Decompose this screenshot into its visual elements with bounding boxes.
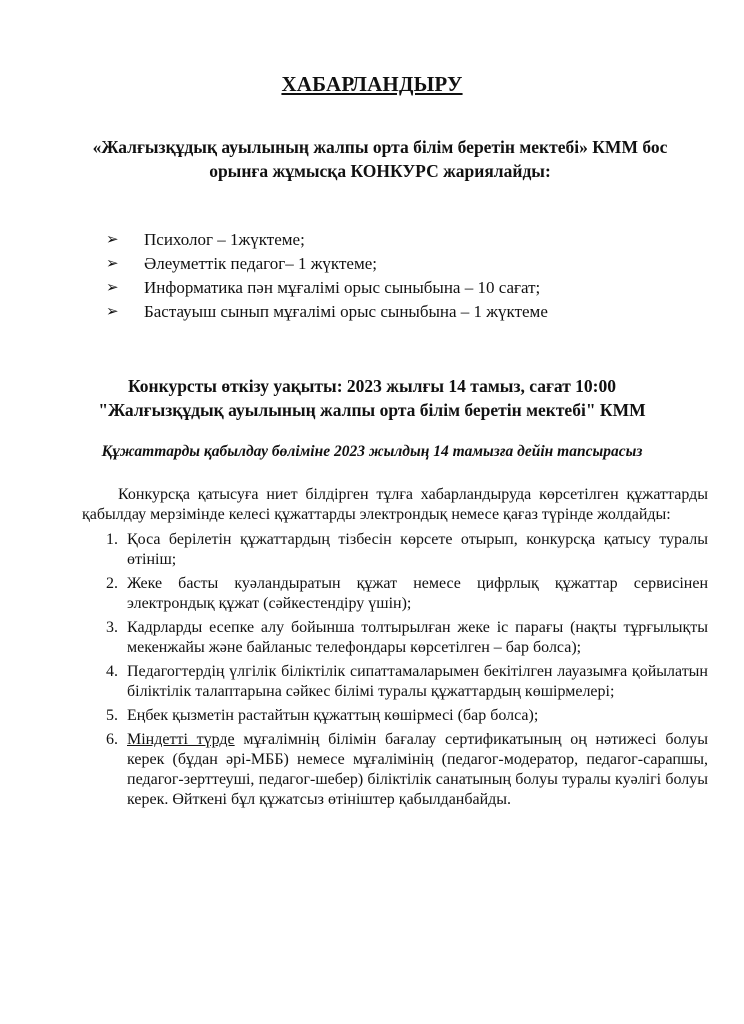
arrow-bullet-icon: ➢ xyxy=(106,280,119,296)
document-item xyxy=(82,662,708,702)
item-number: 3. xyxy=(106,619,118,636)
item-number: 6. xyxy=(106,731,118,748)
item-number: 5. xyxy=(106,707,118,724)
arrow-bullet-icon: ➢ xyxy=(106,304,119,320)
item-number: 4. xyxy=(106,663,118,680)
contest-school: "Жалғызқұдық ауылының жалпы орта білім беретін мектебі" КММ xyxy=(98,400,646,420)
document-item xyxy=(82,574,708,614)
document-text: Жеке басты куәландыратын құжат немесе цифрлық құжаттар сервисінен электрондық құжат (сәйкестендіру үшін); xyxy=(127,575,708,612)
vacancy-text: Информатика пән мұғалімі орыс сыныбына – 10 сағат; xyxy=(144,278,541,297)
document-text: Педагогтердің үлгілік біліктілік сипаттамаларымен бекітілген лауазымға қойылатын біліктілік талаптарына сәйкес білімі туралы құжаттардың көшірмелері; xyxy=(127,663,708,700)
vacancy-text: Психолог – 1жүктеме; xyxy=(144,230,305,249)
arrow-bullet-icon: ➢ xyxy=(106,232,119,248)
item-number: 1. xyxy=(106,531,118,548)
intro-text: Конкурсқа қатысуға ниет білдірген тұлға хабарландыруда көрсетілген құжаттарды қабылдау мерзімінде келесі құжаттарды электрондық немесе қағаз түрінде жолдайды: xyxy=(82,486,708,523)
document-text: Еңбек қызметін растайтын құжаттың көшірмесі (бар болса); xyxy=(127,707,539,724)
document-item xyxy=(82,706,708,726)
vacancy-text: Әлеуметтік педагог– 1 жүктеме; xyxy=(144,254,377,273)
vacancy-text: Бастауыш сынып мұғалімі орыс сыныбына – 1 жүктеме xyxy=(144,302,548,321)
document-item xyxy=(82,530,708,570)
announcement-subtitle xyxy=(70,135,690,183)
page-title: ХАБАРЛАНДЫРУ xyxy=(281,72,463,96)
document-text: мұғалімнің білімін бағалау сертификатының оң нәтижесі болуы керек (бұдан әрі-МББ) немесе мұғалімінің (педагог-модератор, педагог-сарапшы, педагог-зерттеуші, педагог-шебер) біліктілік санатының болуы туралы куәлігі болуы керек. Өйткені бұл құжатсыз өтініштер қабылданбайды. xyxy=(127,731,708,808)
required-documents-list xyxy=(82,530,708,814)
intro-paragraph xyxy=(82,485,708,525)
submission-deadline: Құжаттарды қабылдау бөліміне 2023 жылдың 14 тамызға дейін тапсырасыз xyxy=(101,443,643,460)
mandatory-emphasis: Міндетті түрде xyxy=(127,731,235,748)
arrow-bullet-icon: ➢ xyxy=(106,256,119,272)
document-text: Қоса берілетін құжаттардың тізбесін көрсете отырып, конкурсқа қатысу туралы өтініш; xyxy=(127,531,708,568)
document-text: Кадрларды есепке алу бойынша толтырылған жеке іс парағы (нақты тұрғылықты мекенжайы және байланыс телефондары көрсетілген – бар болса); xyxy=(127,619,708,656)
subtitle-line: орынға жұмысқа КОНКУРС жариялайды: xyxy=(209,161,551,181)
subtitle-line: «Жалғызқұдық ауылының жалпы орта білім беретін мектебі» КММ бос xyxy=(92,137,668,157)
document-item xyxy=(82,618,708,658)
document-item xyxy=(82,730,708,810)
contest-time: Конкурсты өткізу уақыты: 2023 жылғы 14 тамыз, сағат 10:00 xyxy=(127,376,617,396)
item-number: 2. xyxy=(106,575,118,592)
contest-info xyxy=(0,374,744,422)
